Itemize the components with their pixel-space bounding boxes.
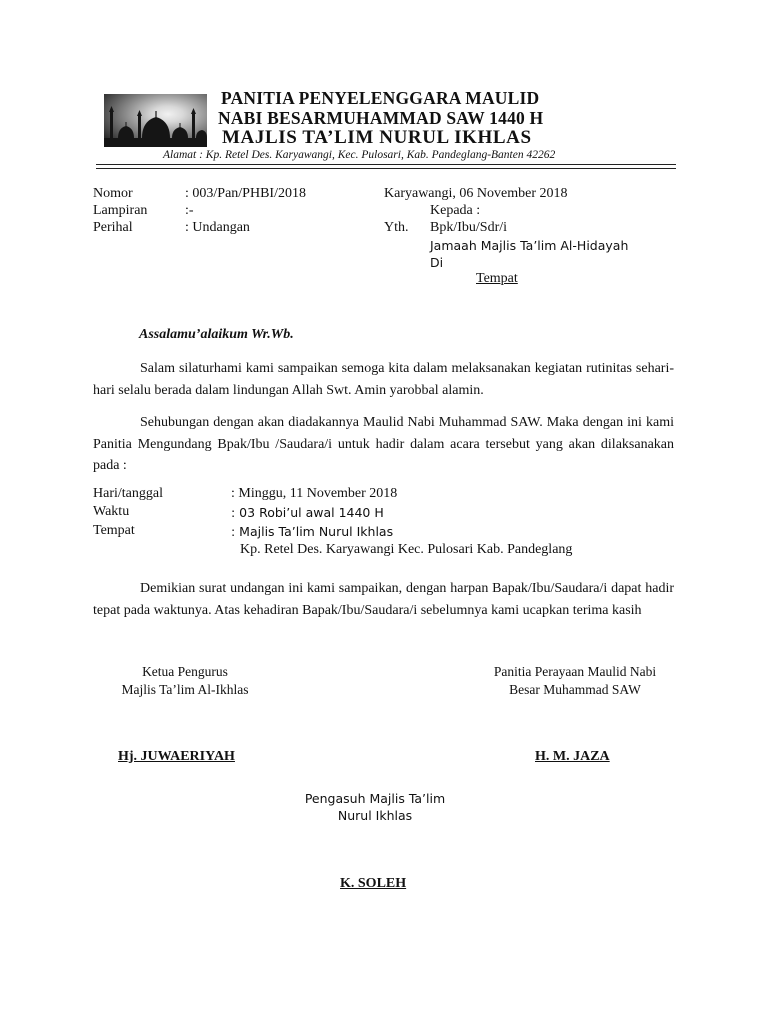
left-signer-name: Hj. JUWAERIYAH bbox=[118, 749, 235, 764]
paragraph-3-text: Demikian surat undangan ini kami sampaikan, dengan harpan Bapak/Ibu/Saudara/i dapat hadir tepat pada waktunya. Atas kehadiran Bapak/Ibu/Saudara/i sebelumnya kami ucapkan terima kasih bbox=[93, 581, 674, 618]
left-signer-title2: Majlis Ta’lim Al-Ikhlas bbox=[121, 682, 249, 697]
right-signer-title1: Panitia Perayaan Maulid Nabi bbox=[493, 664, 657, 679]
letter-date: Karyawangi, 06 November 2018 bbox=[384, 186, 568, 201]
lampiran-label: Lampiran bbox=[93, 203, 148, 218]
header-address: Alamat : Kp. Retel Des. Karyawangi, Kec. Pulosari, Kab. Pandeglang-Banten 42262 bbox=[163, 149, 556, 161]
center-signer-title1: Pengasuh Majlis Ta’lim bbox=[304, 791, 446, 806]
header-divider-thick bbox=[96, 164, 676, 165]
paragraph-3 bbox=[93, 578, 674, 621]
paragraph-1 bbox=[93, 358, 674, 401]
nomor-label: Nomor bbox=[93, 186, 133, 201]
right-signer-name: H. M. JAZA bbox=[535, 749, 610, 764]
center-signer-title2: Nurul Ikhlas bbox=[337, 808, 413, 823]
event-date-label: Hari/tanggal bbox=[93, 486, 163, 501]
nomor-value: : 003/Pan/PHBI/2018 bbox=[185, 186, 306, 201]
left-signer-title1: Ketua Pengurus bbox=[142, 664, 228, 679]
recipient-line2: Jamaah Majlis Ta’lim Al-Hidayah bbox=[430, 238, 629, 253]
kepada-label: Kepada : bbox=[430, 203, 481, 218]
event-place-value: : Majlis Ta’lim Nurul Ikhlas bbox=[231, 524, 394, 539]
recipient-line1: Bpk/Ibu/Sdr/i bbox=[430, 220, 508, 235]
paragraph-2 bbox=[93, 412, 674, 477]
header-line3: MAJLIS TA’LIM NURUL IKHLAS bbox=[222, 127, 532, 148]
header-divider-thin bbox=[96, 168, 676, 169]
recipient-line3: Di bbox=[430, 255, 444, 270]
lampiran-value: :- bbox=[185, 203, 194, 218]
center-signer-name: K. SOLEH bbox=[340, 876, 407, 891]
event-place-address: Kp. Retel Des. Karyawangi Kec. Pulosari Kab. Pandeglang bbox=[240, 542, 573, 557]
right-signer-title2: Besar Muhammad SAW bbox=[509, 682, 641, 697]
mosque-silhouette-logo bbox=[104, 94, 207, 147]
greeting: Assalamu’alaikum Wr.Wb. bbox=[139, 327, 294, 342]
yth-label: Yth. bbox=[384, 220, 409, 235]
perihal-label: Perihal bbox=[93, 220, 133, 235]
header-line2: NABI BESARMUHAMMAD SAW 1440 H bbox=[218, 108, 544, 128]
event-date-value: : Minggu, 11 November 2018 bbox=[231, 486, 398, 501]
paragraph-2-text: Sehubungan dengan akan diadakannya Maulid Nabi Muhammad SAW. Maka dengan ini kami Panitia Mengundang Bpak/Ibu /Saudara/i untuk hadir dalam acara tersebut yang akan dilaksanakan pada : bbox=[93, 415, 674, 473]
recipient-line4: Tempat bbox=[476, 271, 518, 286]
header-line1: PANITIA PENYELENGGARA MAULID bbox=[221, 88, 540, 108]
paragraph-1-text: Salam silaturhami kami sampaikan semoga kita dalam melaksanakan kegiatan rutinitas sehari-hari selalu berada dalam lindungan Allah Swt. Amin yarobbal alamin. bbox=[93, 361, 674, 398]
event-time-label: Waktu bbox=[93, 504, 130, 519]
event-place-label: Tempat bbox=[93, 523, 135, 538]
perihal-value: : Undangan bbox=[185, 220, 250, 235]
event-time-value: : 03 Robi’ul awal 1440 H bbox=[231, 505, 384, 520]
